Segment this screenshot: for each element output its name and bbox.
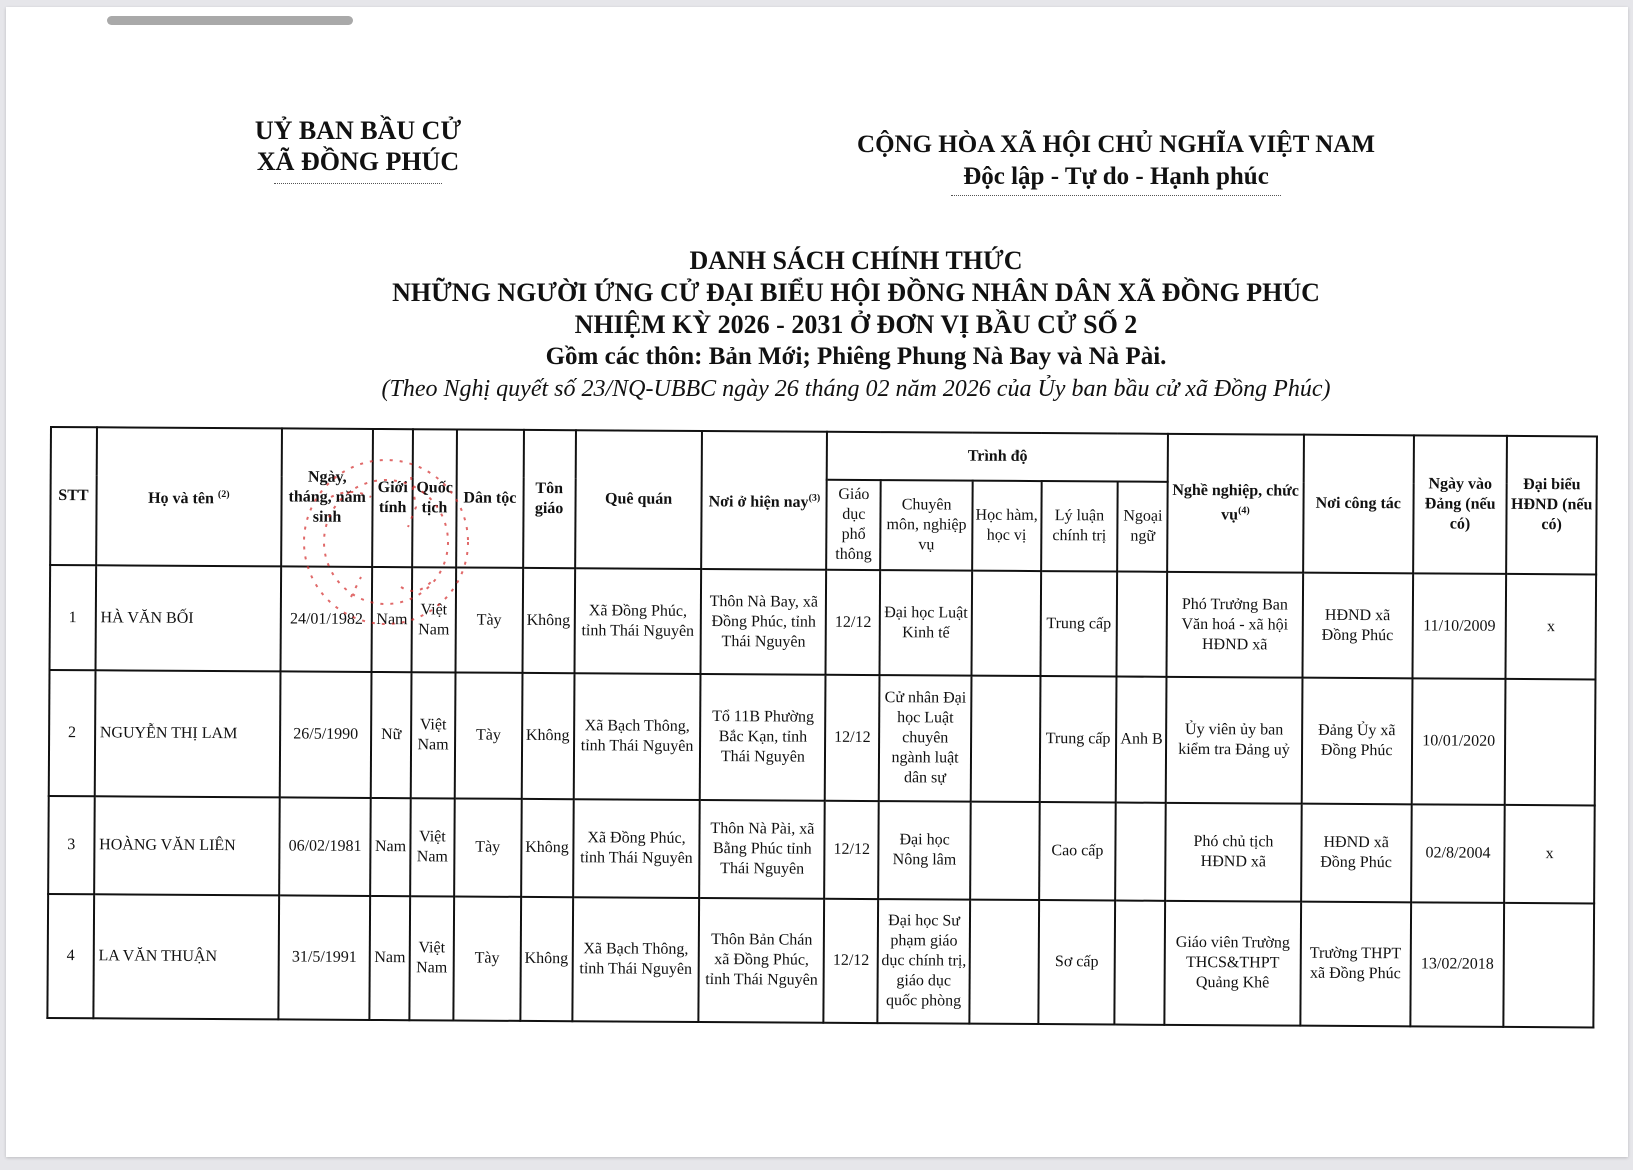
col-group-education: Trình độ xyxy=(827,432,1168,482)
cell-foreign-language: Anh B xyxy=(1116,677,1167,803)
col-dob: Ngày, tháng, năm sinh xyxy=(281,428,373,567)
table-header-row xyxy=(51,427,1597,484)
candidate-table xyxy=(46,426,1598,1028)
col-workplace: Nơi công tác xyxy=(1303,435,1414,574)
issuing-authority xyxy=(238,115,478,184)
cell-residence: Tổ 11B Phường Bắc Kạn, tỉnh Thái Nguyên xyxy=(700,674,826,801)
col-occupation: Nghề nghiệp, chức vụ$^{(4)}$ xyxy=(1168,434,1304,573)
document-page xyxy=(6,7,1628,1157)
col-hometown: Quê quán xyxy=(575,430,703,569)
nation-name: CỘNG HÒA XÃ HỘI CHỦ NGHĨA VIỆT NAM xyxy=(857,131,1375,158)
col-general-education: Giáo dục phổ thông xyxy=(826,480,881,570)
col-council-delegate: Đại biểu HĐND (nếu có) xyxy=(1507,436,1597,575)
cell-council-delegate: x xyxy=(1505,805,1595,904)
cell-name: LA VĂN THUẬN xyxy=(93,894,279,1019)
table-row xyxy=(47,894,1594,1027)
cell-occupation: Phó chủ tịch HĐND xã xyxy=(1166,803,1302,902)
cell-hometown: Xã Bạch Thông, tỉnh Thái Nguyên xyxy=(573,673,701,800)
cell-religion: Không xyxy=(520,897,573,1021)
cell-ethnicity: Tày xyxy=(455,672,522,798)
cell-stt: 3 xyxy=(48,796,94,894)
title-line-4: Gồm các thôn: Bản Mới; Phiêng Phung Nà Bay và Nà Pài. xyxy=(545,343,1167,370)
cell-general-education: 12/12 xyxy=(824,801,879,899)
cell-residence: Thôn Nà Pài, xã Bằng Phúc tỉnh Thái Nguyên xyxy=(700,800,825,899)
cell-stt: 2 xyxy=(49,670,96,796)
col-party-date: Ngày vào Đảng (nếu có) xyxy=(1413,435,1507,574)
cell-council-delegate: x xyxy=(1506,574,1596,680)
cell-gender: Nam xyxy=(372,567,412,672)
col-academic-title: Học hàm, học vị xyxy=(972,481,1041,571)
cell-residence: Thôn Bản Chán xã Đồng Phúc, tỉnh Thái Nguyên xyxy=(699,898,825,1023)
divider xyxy=(951,195,1281,196)
col-residence: Nơi ở hiện nay$^{(3)}$ xyxy=(702,431,828,570)
cell-religion: Không xyxy=(521,673,574,799)
cell-religion: Không xyxy=(521,799,574,897)
col-nationality: Quốc tịch xyxy=(412,429,457,567)
cell-foreign-language xyxy=(1116,803,1167,901)
cell-religion: Không xyxy=(522,568,575,673)
cell-gender: Nữ xyxy=(371,672,411,798)
cell-party-date: 11/10/2009 xyxy=(1412,573,1506,679)
cell-general-education: 12/12 xyxy=(826,570,881,675)
footnote-marker: (3) xyxy=(808,492,821,504)
cell-hometown: Xã Đồng Phúc, tỉnh Thái Nguyên xyxy=(574,568,702,674)
national-header xyxy=(836,129,1396,196)
cell-general-education: 12/12 xyxy=(825,675,880,801)
cell-dob: 31/5/1991 xyxy=(278,895,370,1020)
footnote-marker: (4) xyxy=(1238,505,1250,517)
cell-dob: 24/01/1982 xyxy=(280,566,372,672)
cell-occupation: Ủy viên ủy ban kiểm tra Đảng uỷ xyxy=(1166,677,1302,804)
cell-ethnicity: Tày xyxy=(454,798,521,896)
footnote-marker: (2) xyxy=(217,488,230,500)
cell-stt: 4 xyxy=(47,894,94,1018)
cell-stt: 1 xyxy=(50,565,96,670)
col-religion: Tôn giáo xyxy=(523,430,576,568)
cell-workplace: HĐND xã Đồng Phúc xyxy=(1301,804,1412,903)
cell-workplace: HĐND xã Đồng Phúc xyxy=(1302,573,1413,679)
cell-council-delegate xyxy=(1505,679,1595,806)
cell-specialty: Đại học Sư phạm giáo dục chính trị, giáo dục quốc phòng xyxy=(878,899,970,1024)
title-reference: (Theo Nghị quyết số 23/NQ-UBBC ngày 26 tháng 02 năm 2026 của Ủy ban bầu cử xã Đồng Phúc) xyxy=(381,376,1331,402)
cell-academic-title xyxy=(970,802,1039,900)
cell-academic-title xyxy=(969,900,1038,1024)
cell-political-theory: Trung cấp xyxy=(1040,571,1118,676)
cell-council-delegate xyxy=(1504,903,1594,1028)
cell-specialty: Cử nhân Đại học Luật chuyên ngành luật dân sự xyxy=(879,675,971,802)
cell-political-theory: Cao cấp xyxy=(1039,802,1117,900)
cell-name: NGUYỄN THỊ LAM xyxy=(94,670,280,797)
cell-party-date: 02/8/2004 xyxy=(1411,804,1505,903)
cell-specialty: Đại học Nông lâm xyxy=(878,801,970,900)
cell-hometown: Xã Đồng Phúc, tỉnh Thái Nguyên xyxy=(573,799,700,898)
cell-occupation: Giáo viên Trường THCS&THPT Quảng Khê xyxy=(1165,901,1301,1026)
cell-foreign-language xyxy=(1117,572,1168,677)
issuing-authority-line1: UỶ BAN BẦU CỬ xyxy=(254,116,462,145)
table-row xyxy=(48,796,1595,903)
cell-ethnicity: Tày xyxy=(453,896,520,1020)
cell-workplace: Đảng Ủy xã Đồng Phúc xyxy=(1301,678,1412,805)
cell-political-theory: Trung cấp xyxy=(1039,676,1117,802)
col-specialty: Chuyên môn, nghiệp vụ xyxy=(880,480,972,571)
col-gender: Giới tính xyxy=(373,429,413,567)
cell-occupation: Phó Trưởng Ban Văn hoá - xã hội HĐND xã xyxy=(1167,572,1303,678)
cell-academic-title xyxy=(971,676,1040,802)
scroll-indicator[interactable] xyxy=(107,16,353,25)
national-motto: Độc lập - Tự do - Hạnh phúc xyxy=(963,163,1269,190)
document-title xyxy=(286,245,1426,405)
cell-nationality: Việt Nam xyxy=(411,672,456,798)
cell-residence: Thôn Nà Bay, xã Đồng Phúc, tỉnh Thái Nguyên xyxy=(701,569,826,675)
col-ethnicity: Dân tộc xyxy=(456,429,523,567)
title-line-2: NHỮNG NGƯỜI ỨNG CỬ ĐẠI BIỂU HỘI ĐỒNG NHÂN DÂN XÃ ĐỒNG PHÚC xyxy=(392,278,1320,307)
cell-gender: Nam xyxy=(370,896,410,1020)
cell-specialty: Đại học Luật Kinh tế xyxy=(880,570,972,676)
col-stt: STT xyxy=(50,427,97,565)
cell-name: HÀ VĂN BỐI xyxy=(95,565,281,671)
cell-gender: Nam xyxy=(371,798,411,896)
table-row xyxy=(50,565,1597,679)
cell-political-theory: Sơ cấp xyxy=(1038,900,1116,1024)
cell-general-education: 12/12 xyxy=(824,899,879,1023)
title-line-3: NHIỆM KỲ 2026 - 2031 Ở ĐƠN VỊ BẦU CỬ SỐ 2 xyxy=(574,310,1138,339)
cell-nationality: Việt Nam xyxy=(410,798,455,896)
cell-dob: 26/5/1990 xyxy=(280,671,372,798)
table-row xyxy=(49,670,1596,805)
cell-nationality: Việt Nam xyxy=(411,567,456,672)
col-name: Họ và tên $^{(2)}$ xyxy=(96,427,282,566)
cell-ethnicity: Tày xyxy=(456,567,523,672)
divider xyxy=(274,183,442,184)
col-political-theory: Lý luận chính trị xyxy=(1041,481,1119,571)
title-line-1: DANH SÁCH CHÍNH THỨC xyxy=(689,246,1023,275)
cell-foreign-language xyxy=(1115,901,1166,1025)
col-foreign-language: Ngoại ngữ xyxy=(1118,482,1168,572)
issuing-authority-line2: XÃ ĐỒNG PHÚC xyxy=(256,147,460,176)
cell-dob: 06/02/1981 xyxy=(279,797,371,896)
cell-workplace: Trường THPT xã Đồng Phúc xyxy=(1300,902,1411,1027)
cell-party-date: 13/02/2018 xyxy=(1410,902,1504,1027)
cell-name: HOÀNG VĂN LIÊN xyxy=(94,796,280,895)
cell-hometown: Xã Bạch Thông, tỉnh Thái Nguyên xyxy=(572,897,700,1022)
cell-nationality: Việt Nam xyxy=(409,896,454,1020)
cell-party-date: 10/01/2020 xyxy=(1412,678,1506,805)
cell-academic-title xyxy=(971,571,1040,676)
